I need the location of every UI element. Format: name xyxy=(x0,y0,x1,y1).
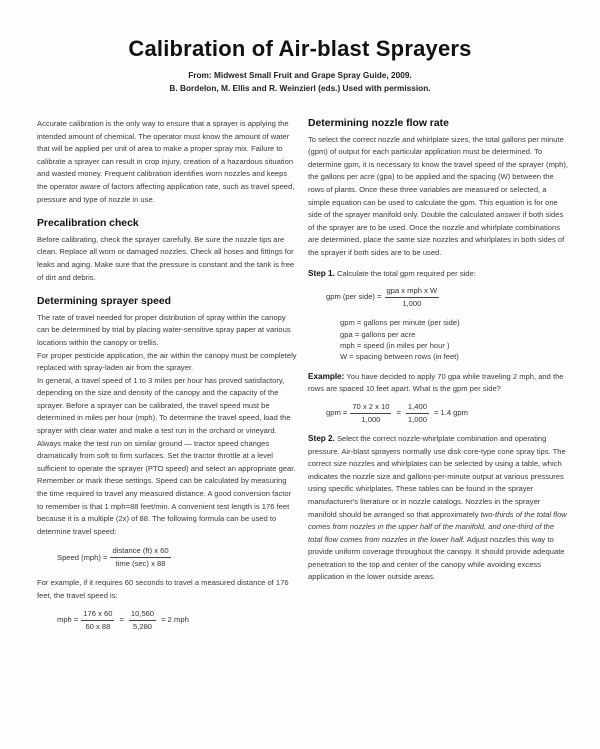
step-2 xyxy=(308,433,570,584)
gpm-formula-fraction xyxy=(385,286,440,309)
step-1 xyxy=(308,268,570,281)
right-column xyxy=(308,118,570,584)
gpm-formula xyxy=(326,286,570,309)
variable-definitions xyxy=(340,317,570,363)
definition-mph: mph = speed (in miles per hour ) xyxy=(340,340,450,350)
speed-example-lhs: mph = xyxy=(57,614,79,624)
speed-formula-denominator: time (sec) x 88 xyxy=(115,559,166,569)
source-line-1: From: Midwest Small Fruit and Grape Spray Guide, 2009. xyxy=(188,70,412,80)
step-2-tail: Adjust nozzles this way to provide uniform coverage throughout the canopy. It should provide adequate penetration to the top and center of the canopy while avoiding excess application in the lower outside areas. xyxy=(308,534,565,582)
gpm-formula-numerator: gpa x mph x W xyxy=(385,286,440,298)
gpm-example-result: = 1.4 gpm xyxy=(433,408,468,418)
gpm-example xyxy=(308,371,570,396)
gpm-example-lhs: gpm = xyxy=(326,408,348,418)
step-2-italic-text: two-thirds of the total flow comes from nozzles in the upper half of the manifold, and one-third of the total flow comes from nozzles in the lower half. xyxy=(308,509,567,544)
gpm-example-fraction-2 xyxy=(406,402,429,425)
speed-example-numerator-1: 176 x 60 xyxy=(81,609,114,621)
gpm-example-denominator-1: 1,000 xyxy=(361,414,381,424)
intro-paragraph: Accurate calibration is the only way to ensure that a sprayer is applying the intended amount of chemical. The operator must know the amount of water that will be applied per unit of area to make a proper spray mix. Failure to calibrate a sprayer can result in crop injury, creation of a hazardous situation and wasted money. Frequent calibration identifies worn nozzles and keeps the operator aware of factors affecting application rate, such as travel speed, pressure and type of nozzle in use. xyxy=(37,119,295,204)
sprayer-speed-heading: Determining sprayer speed xyxy=(37,296,171,308)
nozzle-flow-body: To select the correct nozzle and whirlplate sizes, the total gallons per minute (gpm) of output for each particular application must be determined. To determine gpm, it is necessary to know the travel speed of the sprayer (mph), the gallons per acre (gpa) to be applied and the spacing (W) between the rows of plants. Once these three variables are measured or selected, a simple equation can be used to calculate the gpm. This equation is for one side of the sprayer manifold only. Double the calculated answer if both sides of the sprayer are to be used. Once the nozzle and whirlplate combinations are determined, place the same size nozzles and whirlplates in both sides of the sprayer if both sides are to be used. xyxy=(308,134,568,257)
step-2-label: Step 2. xyxy=(308,433,335,443)
sprayer-speed-p3: In general, a travel speed of 1 to 3 miles per hour has proved satisfactory, depending on the size and density of the canopy and the capacity of the sprayer. Before a sprayer can be calibrated, the travel speed must be determined in miles per hour (mph). To determine the travel speed, load the sprayer with clear water and make a test run in the orchard or vineyard. Always make the test run on similar ground — tractor speed changes dramatically from soft to firm surfaces. Set the tractor throttle at a level sufficient to operate the sprayer (PTO speed) and select an appropriate gear. Remember or mark these settings. Speed can be calculated by measuring the time required to travel any measured distance. A good conversion factor to remember is that 1 mph=88 feet/min. A convenient test length is 176 feet because it is a multiple (2x) of 88. The following formula can be used to determine travel speed: xyxy=(37,375,296,536)
step-2-text: Select the correct nozzle-whirlplate combination and operating pressure. Air-blast sprayers normally use disk-core-type cone spray tips. The correct size nozzles and whirlplates can be selected by using a table, which indicates the nozzle size and gallons-per-minute output at various pressures using specific whirlplates. These tables can be found in the sprayer manufacturer's literature or in nozzle catalogs. Nozzles in the sprayer manifold should be arranged so that approximately xyxy=(308,433,566,519)
source-line-2: B. Bordelon, M. Ellis and R. Weinzierl (eds.) Used with permission. xyxy=(169,83,431,93)
speed-formula-fraction xyxy=(110,546,170,569)
sprayer-speed-p2: For proper pesticide application, the air within the canopy must be completely replaced with spray-laden air from the sprayer. xyxy=(37,350,297,373)
gpm-example-formula xyxy=(326,402,570,425)
gpm-example-denominator-2: 1,000 xyxy=(407,414,427,424)
gpm-example-equals: = xyxy=(396,408,401,418)
speed-example-numerator-2: 10,560 xyxy=(129,609,156,621)
page-title: Calibration of Air-blast Sprayers xyxy=(128,36,472,61)
speed-example-formula xyxy=(57,609,299,632)
speed-example-denominator-2: 5,280 xyxy=(133,621,153,631)
step-1-text: Calculate the total gpm required per side: xyxy=(336,268,476,278)
precalibration-body: Before calibrating, check the sprayer carefully. Be sure the nozzle tips are clean. Replace all worn or damaged nozzles. Check all hoses and fittings for leaks and aging. Make sure that the pressure is constant and the tank is free of dirt and debris. xyxy=(37,234,295,282)
speed-formula xyxy=(57,546,299,569)
definition-gpa: gpa = gallons per acre xyxy=(340,329,416,339)
speed-example-text: For example, if it requires 60 seconds to travel a measured distance of 176 feet, the travel speed is: xyxy=(37,578,289,600)
gpm-example-fraction-1 xyxy=(350,402,391,425)
nozzle-flow-heading: Determining nozzle flow rate xyxy=(308,118,449,129)
step-1-label: Step 1. xyxy=(308,268,335,278)
gpm-example-label: Example: xyxy=(308,371,345,381)
source-credit xyxy=(0,69,600,95)
speed-example-denominator-1: 60 x 88 xyxy=(85,621,111,631)
speed-example-equals: = xyxy=(119,614,124,624)
precalibration-heading: Precalibration check xyxy=(37,218,139,230)
speed-example-fraction-2 xyxy=(129,609,156,632)
speed-formula-lhs: Speed (mph) = xyxy=(57,552,108,562)
definition-gpm: gpm = gallons per minute (per side) xyxy=(340,318,460,328)
gpm-example-text: You have decided to apply 70 gpa while traveling 2 mph, and the rows are spaced 10 feet apart. What is the gpm per side? xyxy=(308,371,564,394)
gpm-example-numerator-2: 1,400 xyxy=(406,402,429,414)
left-column xyxy=(37,118,299,640)
speed-formula-numerator: distance (ft) x 60 xyxy=(110,546,170,558)
gpm-formula-denominator: 1,000 xyxy=(402,299,422,309)
sprayer-speed-p1: The rate of travel needed for proper distribution of spray within the canopy can be determined by trial by placing water-sensitive spray paper at various locations within the canopy or trellis. xyxy=(37,312,291,347)
speed-example-result: = 2 mph xyxy=(161,614,189,624)
definition-w: W = spacing between rows (in feet) xyxy=(340,352,459,362)
gpm-example-numerator-1: 70 x 2 x 10 xyxy=(350,402,391,414)
gpm-formula-lhs: gpm (per side) = xyxy=(326,292,382,302)
speed-example-fraction-1 xyxy=(81,609,114,632)
